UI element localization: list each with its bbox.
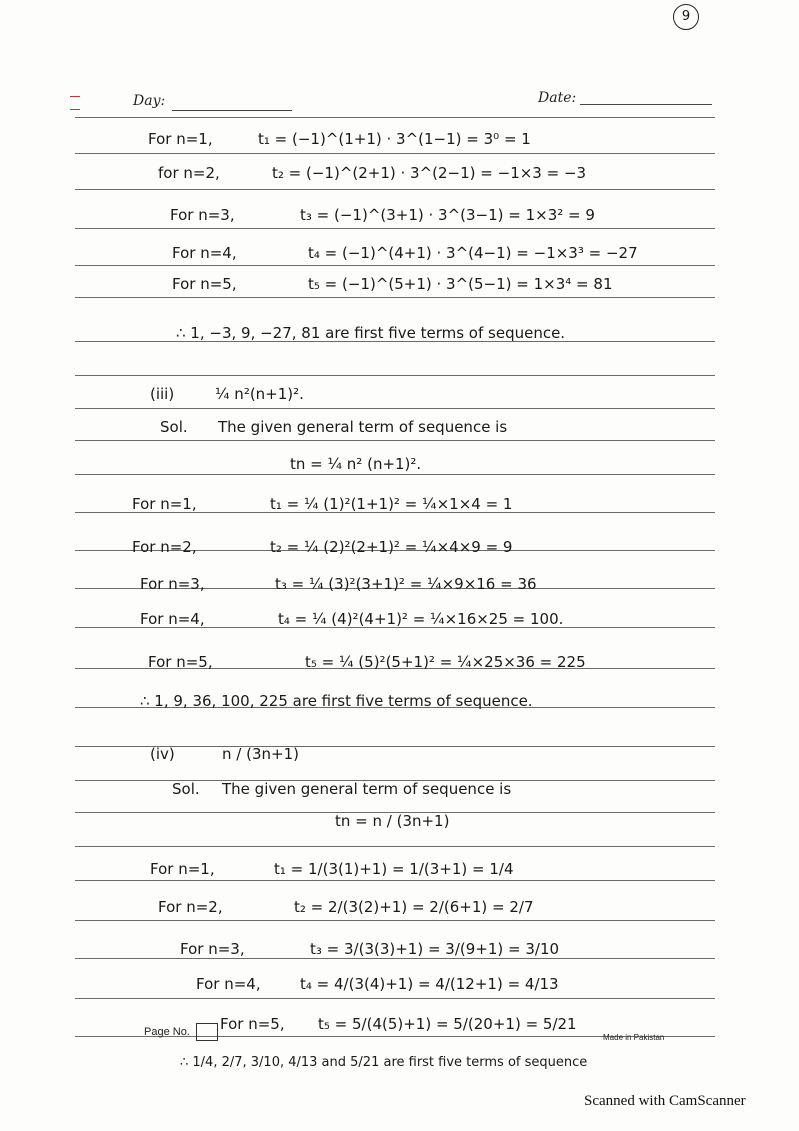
line-text: t₃ = (−1)^(3+1) · 3^(3−1) = 1×3² = 9 [300, 206, 595, 224]
ruled-line [75, 297, 715, 298]
line-text: t₃ = ¼ (3)²(3+1)² = ¼×9×16 = 36 [275, 575, 537, 593]
ruled-line [75, 189, 715, 190]
margin-mark [70, 96, 80, 110]
line-text: t₄ = (−1)^(4+1) · 3^(4−1) = −1×3³ = −27 [308, 244, 638, 262]
ruled-line [75, 880, 715, 881]
sol-label: Sol. [160, 418, 188, 436]
line-text: t₁ = ¼ (1)²(1+1)² = ¼×1×4 = 1 [270, 495, 513, 513]
line-text: t₅ = (−1)^(5+1) · 3^(5−1) = 1×3⁴ = 81 [308, 275, 613, 293]
scanner-watermark: Scanned with CamScanner [584, 1093, 746, 1109]
date-line [580, 104, 712, 105]
line-label: For n=1, [148, 130, 213, 148]
line-label: For n=4, [172, 244, 237, 262]
line-label: for n=2, [158, 164, 220, 182]
line-text: t₁ = 1/(3(1)+1) = 1/(3+1) = 1/4 [274, 860, 514, 878]
line-text: t₄ = 4/(3(4)+1) = 4/(12+1) = 4/13 [300, 975, 559, 993]
ruled-line [75, 408, 715, 409]
line-label: For n=4, [196, 975, 261, 993]
ruled-line [75, 846, 715, 847]
sol-label: Sol. [172, 780, 200, 798]
line-label: For n=5, [148, 653, 213, 671]
date-label: Date: [538, 90, 577, 106]
page-number-circle: 9 [673, 4, 699, 30]
line-text: t₁ = (−1)^(1+1) · 3^(1−1) = 3⁰ = 1 [258, 130, 531, 148]
ruled-line [75, 474, 715, 475]
line-label: For n=5, [172, 275, 237, 293]
part-label: (iii) [150, 385, 175, 403]
line-text: t₅ = ¼ (5)²(5+1)² = ¼×25×36 = 225 [305, 653, 586, 671]
conclusion-text: ∴ 1, 9, 36, 100, 225 are first five terms of sequence. [140, 692, 533, 710]
line-label: For n=3, [180, 940, 245, 958]
conclusion-text: ∴ 1, −3, 9, −27, 81 are first five terms of sequence. [176, 324, 566, 342]
ruled-line [75, 440, 715, 441]
line-label: For n=3, [140, 575, 205, 593]
line-text: The given general term of sequence is [218, 418, 508, 436]
line-text: t₂ = (−1)^(2+1) · 3^(2−1) = −1×3 = −3 [272, 164, 587, 182]
line-label: For n=5, [220, 1015, 285, 1033]
conclusion-text: ∴ 1/4, 2/7, 3/10, 4/13 and 5/21 are first five terms of sequence [180, 1055, 588, 1070]
ruled-line [75, 958, 715, 959]
ruled-line [75, 920, 715, 921]
page-no-label: Page No. [144, 1026, 190, 1038]
line-text: ¼ n²(n+1)². [215, 385, 304, 403]
ruled-line [75, 117, 715, 118]
ruled-line [75, 228, 715, 229]
line-text: t₄ = ¼ (4)²(4+1)² = ¼×16×25 = 100. [278, 610, 564, 628]
line-text: t₂ = ¼ (2)²(2+1)² = ¼×4×9 = 9 [270, 538, 513, 556]
ruled-line [75, 265, 715, 266]
line-text: t₅ = 5/(4(5)+1) = 5/(20+1) = 5/21 [318, 1015, 577, 1033]
line-text: t₂ = 2/(3(2)+1) = 2/(6+1) = 2/7 [294, 898, 534, 916]
line-text: The given general term of sequence is [222, 780, 512, 798]
line-label: For n=4, [140, 610, 205, 628]
made-in-label: Made in Pakistan [603, 1033, 665, 1042]
ruled-line [75, 375, 715, 376]
line-label: For n=3, [170, 206, 235, 224]
general-term: tn = n / (3n+1) [335, 812, 450, 830]
ruled-line [75, 153, 715, 154]
line-text: t₃ = 3/(3(3)+1) = 3/(9+1) = 3/10 [310, 940, 560, 958]
day-label: Day: [133, 93, 166, 109]
general-term: tn = ¼ n² (n+1)². [290, 455, 422, 473]
line-label: For n=1, [150, 860, 215, 878]
line-label: For n=1, [132, 495, 197, 513]
page-no-box [196, 1023, 218, 1041]
part-label: (iv) [150, 745, 175, 763]
line-text: n / (3n+1) [222, 745, 299, 763]
day-line [172, 110, 292, 111]
line-label: For n=2, [158, 898, 223, 916]
ruled-line [75, 998, 715, 999]
line-label: For n=2, [132, 538, 197, 556]
